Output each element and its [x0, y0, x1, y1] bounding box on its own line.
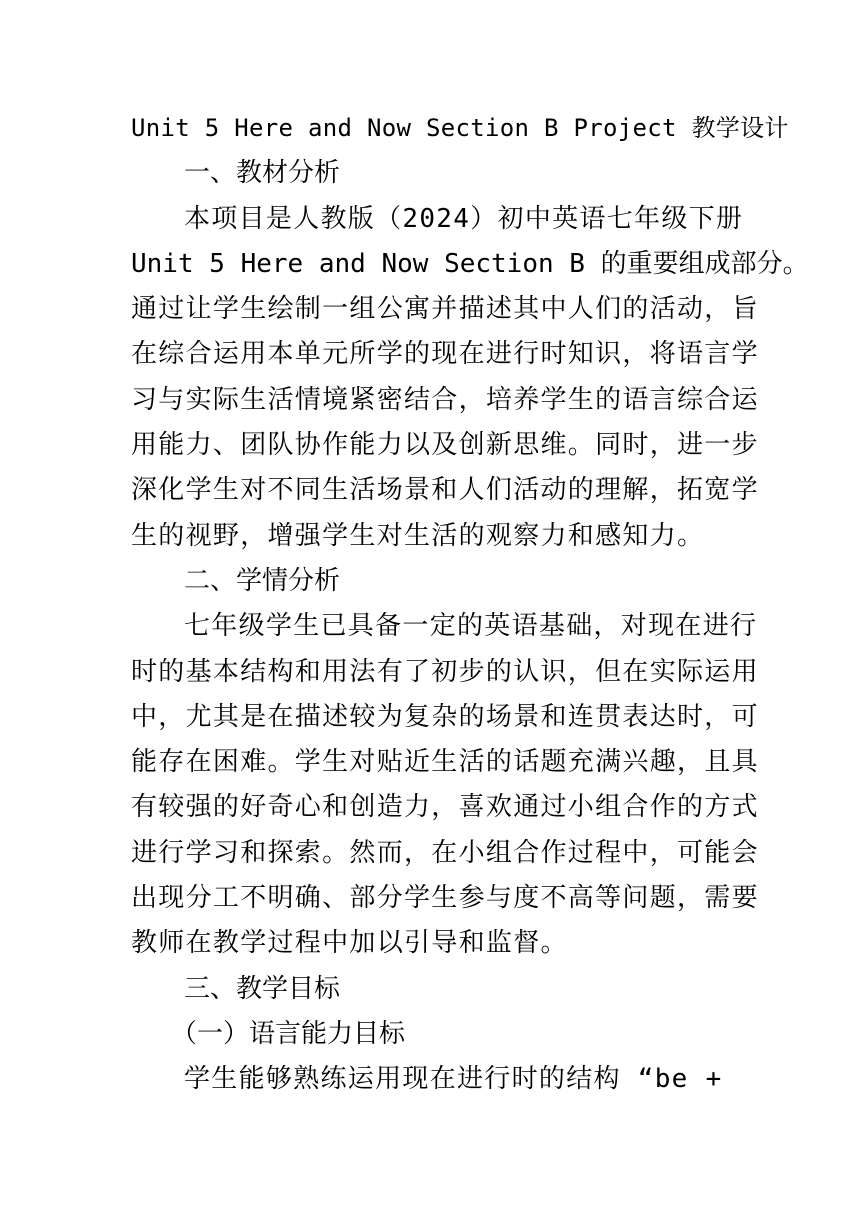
section-heading: 二、学情分析 [184, 565, 341, 596]
paragraph-line: 教师在教学过程中加以引导和监督。 [131, 928, 568, 959]
paragraph-line: 通过让学生绘制一组公寓并描述其中人们的活动，旨 [131, 294, 759, 325]
paragraph-line: 深化学生对不同生活场景和人们活动的理解，拓宽学 [131, 475, 759, 506]
paragraph-line: 有较强的好奇心和创造力，喜欢通过小组合作的方式 [131, 792, 759, 823]
paragraph-line: 生的视野，增强学生对生活的观察力和感知力。 [131, 520, 705, 551]
paragraph-line: 进行学习和探索。然而，在小组合作过程中，可能会 [131, 837, 759, 868]
paragraph-line: 中，尤其是在描述较为复杂的场景和连贯表达时，可 [131, 701, 759, 732]
paragraph-line: Unit 5 Here and Now Section B 的重要组成部分。 [131, 248, 809, 279]
document-title: Unit 5 Here and Now Section B Project 教学设计 [131, 114, 789, 142]
paragraph-line: 学生能够熟练运用现在进行时的结构 “be + [184, 1064, 723, 1095]
paragraph-line: 能存在困难。学生对贴近生活的话题充满兴趣，且具 [131, 747, 759, 778]
document-page [131, 106, 809, 1103]
paragraph-line: 在综合运用本单元所学的现在进行时知识，将语言学 [131, 339, 759, 370]
paragraph-line: 本项目是人教版（2024）初中英语七年级下册 [184, 203, 744, 234]
subsection-heading: （一）语言能力目标 [171, 1018, 406, 1049]
section-heading: 一、教材分析 [184, 158, 341, 189]
section-heading: 三、教学目标 [184, 973, 341, 1004]
paragraph-line: 用能力、团队协作能力以及创新思维。同时，进一步 [131, 430, 759, 461]
paragraph-line: 出现分工不明确、部分学生参与度不高等问题，需要 [131, 883, 759, 914]
paragraph-line: 七年级学生已具备一定的英语基础，对现在进行 [184, 611, 758, 642]
paragraph-line: 时的基本结构和用法有了初步的认识，但在实际运用 [131, 656, 759, 687]
paragraph-line: 习与实际生活情境紧密结合，培养学生的语言综合运 [131, 384, 759, 415]
